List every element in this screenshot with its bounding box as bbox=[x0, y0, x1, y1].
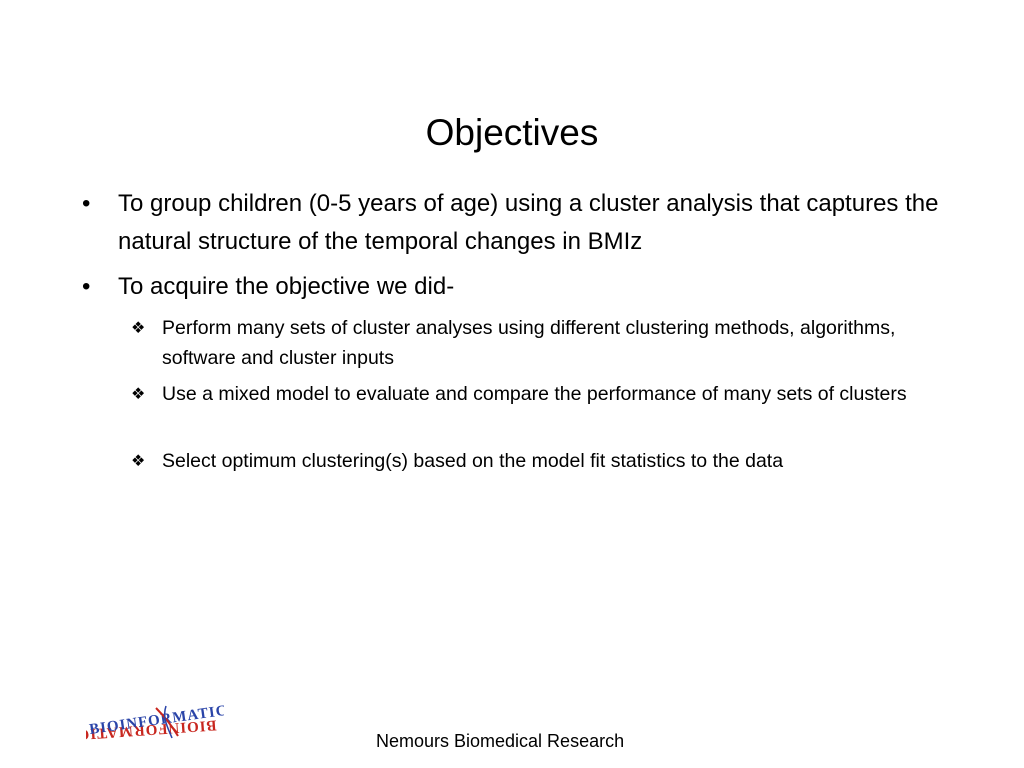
bullet-text: To group children (0-5 years of age) using a cluster analysis that captures the natural structure of the temporal changes in BMIz bbox=[118, 190, 939, 255]
bioinformatics-logo-graphic bbox=[86, 698, 224, 746]
sub-bullet-item-3 bbox=[131, 446, 962, 476]
sub-bullet-item-2 bbox=[131, 379, 962, 409]
bullet-text: To acquire the objective we did- bbox=[118, 273, 455, 300]
sub-bullet-text: Perform many sets of cluster analyses using different clustering methods, algorithms, software and cluster inputs bbox=[162, 317, 896, 369]
bioinformatics-logo bbox=[86, 698, 224, 746]
bullet-item-1 bbox=[82, 185, 948, 261]
bullet-dot-icon: • bbox=[82, 273, 91, 300]
slide-title: Objectives bbox=[425, 112, 599, 153]
bullet-dot-icon: • bbox=[82, 190, 91, 217]
sub-bullet-item-1 bbox=[131, 313, 962, 373]
footer-text: Nemours Biomedical Research bbox=[376, 731, 625, 751]
bullet-item-2 bbox=[82, 268, 948, 306]
diamond-bullet-icon: ❖ bbox=[131, 451, 146, 470]
logo-main-text: BIOINFORMATICS bbox=[88, 701, 224, 738]
sub-bullet-text: Select optimum clustering(s) based on the model fit statistics to the data bbox=[162, 450, 784, 472]
diamond-bullet-icon: ❖ bbox=[131, 318, 146, 337]
diamond-bullet-icon: ❖ bbox=[131, 384, 146, 403]
logo-mirrored-text: BIOINFORMATICS bbox=[86, 716, 217, 743]
sub-bullet-text: Use a mixed model to evaluate and compare the performance of many sets of clusters bbox=[162, 383, 907, 405]
